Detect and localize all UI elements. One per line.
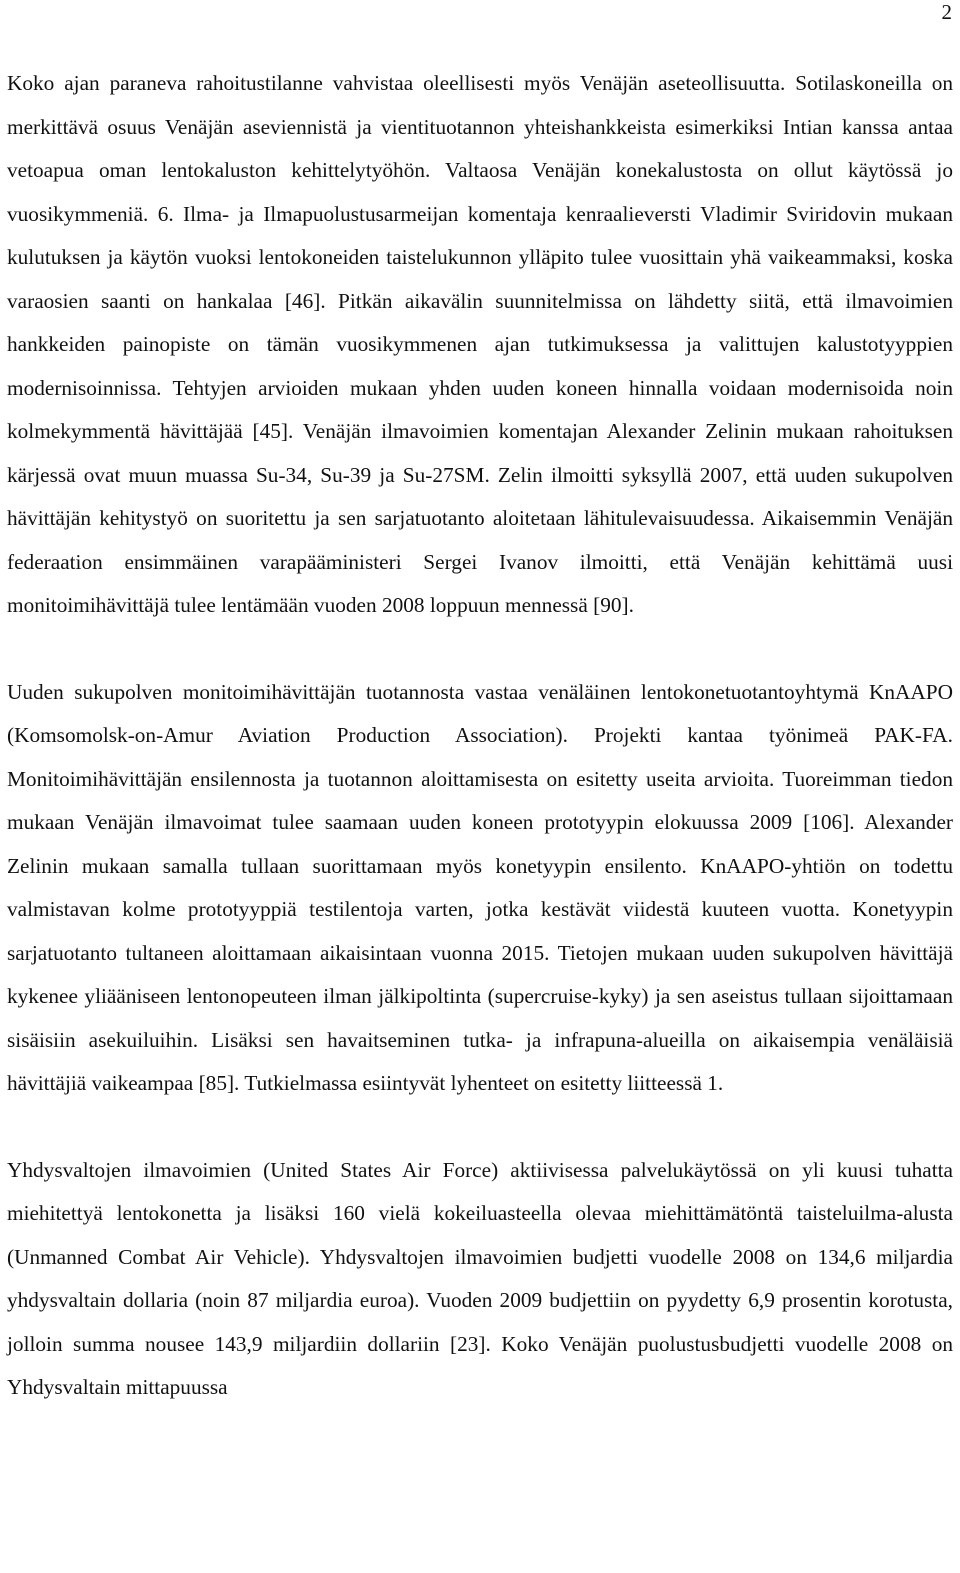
- page-number: 2: [941, 0, 952, 24]
- paragraph-russian-industry: Koko ajan paraneva rahoitustilanne vahvistaa oleellisesti myös Venäjän aseteollisuutta. Sotilaskoneilla on merkittävä osuus Venäjän aseviennistä ja vientituotannon yhteishankkeista esimerkiksi Intian kanssa antaa vetoapua oman lentokaluston kehittelytyöhön. Valtaosa Venäjän konekalustosta on ollut käytössä jo vuosikymmeniä. 6. Ilma- ja Ilmapuolustusarmeijan komentaja kenraalieversti Vladimir Sviridovin mukaan kulutuksen ja käytön vuoksi lentokoneiden taistelukunnon ylläpito tulee vuosittain yhä vaikeammaksi, koska varaosien saanti on hankalaa [46]. Pitkän aikavälin suunnitelmissa on lähdetty siitä, että ilmavoimien hankkeiden painopiste on tämän vuosikymmenen ajan tutkimuksessa ja valittujen kalustotyyppien modernisoinnissa. Tehtyjen arvioiden mukaan yhden uuden koneen hinnalla voidaan modernisoida noin kolmekymmentä hävittäjää [45]. Venäjän ilmavoimien komentajan Alexander Zelinin mukaan rahoituksen kärjessä ovat muun muassa Su-34, Su-39 ja Su-27SM. Zelin ilmoitti syksyllä 2007, että uuden sukupolven hävittäjän kehitystyö on suoritettu ja sen sarjatuotanto aloitetaan lähitulevaisuudessa. Aikaisemmin Venäjän federaation ensimmäinen varapääministeri Sergei Ivanov ilmoitti, että Venäjän kehittämä uusi monitoimihävittäjä tulee lentämään vuoden 2008 loppuun mennessä [90].: [7, 71, 953, 617]
- document-body: [7, 62, 953, 1410]
- paragraph-us-air-force: Yhdysvaltojen ilmavoimien (United States Air Force) aktiivisessa palvelukäytössä on yli kuusi tuhatta miehitettyä lentokonetta ja lisäksi 160 vielä kokeiluasteella olevaa miehittämätöntä taisteluilma-alusta (Unmanned Combat Air Vehicle). Yhdysvaltojen ilmavoimien budjetti vuodelle 2008 on 134,6 miljardia yhdysvaltain dollaria (noin 87 miljardia euroa). Vuoden 2009 budjettiin on pyydetty 6,9 prosentin korotusta, jolloin summa nousee 143,9 miljardiin dollariin [23]. Koko Venäjän puolustusbudjetti vuodelle 2008 on Yhdysvaltain mittapuussa: [7, 1157, 953, 1399]
- paragraph-pak-fa: Uuden sukupolven monitoimihävittäjän tuotannosta vastaa venäläinen lentokonetuotantoyhtymä KnAAPO (Komsomolsk-on-Amur Aviation Production Association). Projekti kantaa työnimeä PAK-FA. Monitoimihävittäjän ensilennosta ja tuotannon aloittamisesta on esitetty useita arvioita. Tuoreimman tiedon mukaan Venäjän ilmavoimat tulee saamaan uuden koneen prototyypin elokuussa 2009 [106]. Alexander Zelinin mukaan samalla tullaan suorittamaan myös konetyypin ensilento. KnAAPO-yhtiön on todettu valmistavan kolme prototyyppiä testilentoja varten, jotka kestävät viidestä kuuteen vuotta. Konetyypin sarjatuotanto tultaneen aloittamaan aikaisintaan vuonna 2015. Tietojen mukaan uuden sukupolven hävittäjä kykenee yliääniseen lentonopeuteen ilman jälkipoltinta (supercruise-kyky) ja sen aseistus tullaan sijoittamaan sisäisiin asekuiluihin. Lisäksi sen havaitseminen tutka- ja infrapuna-alueilla on aikaisempia venäläisiä hävittäjiä vaikeampaa [85]. Tutkielmassa esiintyvät lyhenteet on esitetty liitteessä 1.: [7, 679, 953, 1095]
